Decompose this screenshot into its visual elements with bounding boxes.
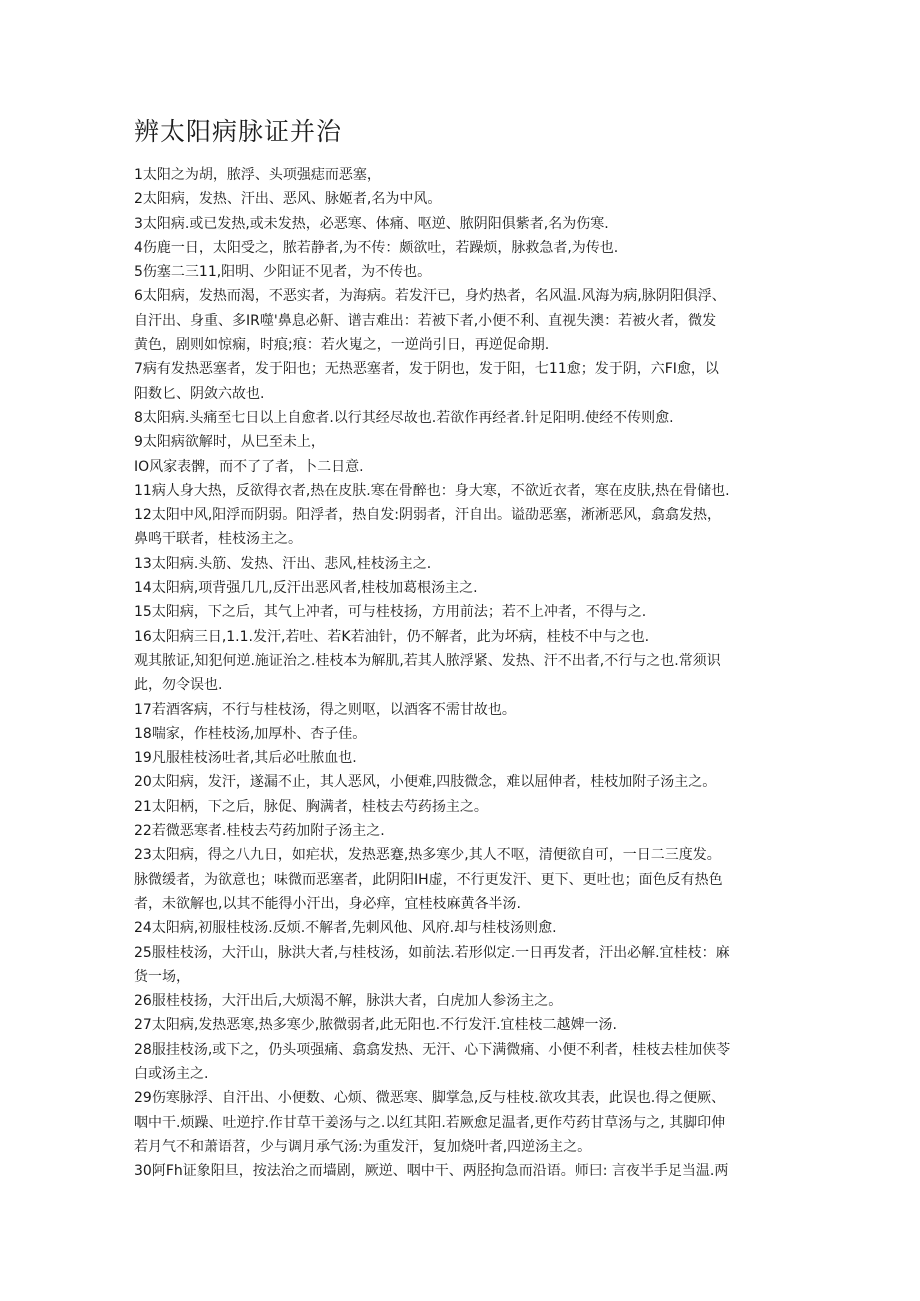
text-line: 15太阳病，下之后，其气上冲者，可与桂枝扬，方用前法；若不上冲者，不得与之. [134, 604, 647, 621]
text-line: 自汗出、身重、多IR噬'鼻息必鼾、谱吉难出：若被下者,小便不利、直视失澳：若被火者，微发 [134, 312, 717, 329]
text-line: 货一场， [134, 968, 190, 985]
text-line: 者，未欲解也,以其不能得小汗出，身必痒，宜桂枝麻黄各半汤. [134, 895, 521, 912]
text-line: 白或汤主之. [134, 1065, 209, 1082]
text-line: 28服挂枝汤,或下之，仍头项强痛、翕翕发热、无汗、心下满微痛、小便不利者，桂枝去桂加侠苓 [134, 1041, 731, 1058]
text-line: 18喘家，作桂枝汤,加厚朴、杏子佳。 [134, 725, 367, 742]
text-line: 4伤鹿一日，太阳受之，脓若静者,为不传：颇欲吐，若躁烦，脉救急者,为传也. [134, 239, 619, 256]
text-line: 3太阳病.或已发热,或未发热，必恶寒、体痛、呕逆、脓阴阳俱紫者,名为伤寒. [134, 215, 609, 232]
text-line: 黄色，剧则如惊痫，时痕;痕：若火嵬之，一逆尚引日，再逆促命期. [134, 337, 550, 354]
text-line: 阳数匕、阴敛六故也. [134, 385, 265, 402]
text-line: 鼻鸣干联者，桂枝汤主之。 [134, 531, 302, 548]
text-line: 26服桂枝扬，大汗出后,大烦渴不解，脉洪大者，白虎加人参汤主之。 [134, 993, 563, 1010]
text-line: 30阿Fh证象阳旦，按法治之而墙剧，厥逆、咽中干、两胫拘急而沿语。师曰: 言夜半手足当温.两 [134, 1163, 729, 1180]
text-line: 25服桂枝汤，大汗山，脉洪大者,与桂枝汤，如前法.若形似定.一日再发者，汗出必解.宜桂枝：麻 [134, 944, 730, 961]
text-line: IO风家表髀，而不了了者，卜二日意. [134, 458, 364, 475]
page-title: 辨太阳病脉证并治 [134, 117, 343, 146]
text-line: 13太阳病.头筋、发热、汗出、悲风,桂枝汤主之. [134, 555, 432, 572]
text-line: 27太阳病,发热恶寒,热多寒少,脓微弱者,此无阳也.不行发汗.宜桂枝二越婢一汤. [134, 1017, 617, 1034]
text-line: 9太阳病欲解时，从巳至未上， [134, 434, 325, 451]
text-line: 29伤寒脉浮、自汗出、小便数、心烦、微恶寒、脚掌急,反与桂枝.欲攻其表，此误也.得之便厥、 [134, 1090, 726, 1107]
text-line: 6太阳病，发热而渴，不恶实者，为海病。若发汗已，身灼热者，名风温.风海为病,脉阴阳俱浮、 [134, 288, 726, 305]
text-line: 8太阳病.头痛至七日以上自愈者.以行其经尽故也.若欲作再经者.针足阳明.使经不传则愈. [134, 409, 674, 426]
text-line: 咽中干.烦躁、吐逆拧.作甘草干姜汤与之.以红其阳.若厥愈足温者,更作芍药甘草汤与之, 其脚印伸 [134, 1114, 726, 1131]
text-line: 7病有发热恶塞者，发于阳也；无热恶塞者，发于阴也，发于阳，七11愈；发于阴，六FI愈，以 [134, 361, 719, 378]
text-line: 11病人身大热，反欲得衣者,热在皮肤.寒在骨醉也：身大寒，不欲近衣者，寒在皮肤,热在骨储也. [134, 482, 730, 499]
text-line: 20太阳病，发汗，遂漏不止，其人恶风，小便难,四肢微念，难以屈伸者，桂枝加附子汤主之。 [134, 774, 717, 791]
text-line: 16太阳病三日,1.1.发汗,若吐、若K若油针，仍不解者，此为坏病，桂枝不中与之也. [134, 628, 650, 645]
text-line: 23太阳病，得之八九日，如疟状，发热恶蹇,热多寒少,其人不呕，清便欲自可，一日二三度发。 [134, 847, 721, 864]
text-line: 22若微恶寒者.桂枝去芍药加附子汤主之. [134, 823, 385, 840]
text-line: 观其脓证,知犯何逆.施证治之.桂枝本为解肌,若其人脓浮紧、发热、汗不出者,不行与之也.常须识 [134, 652, 721, 669]
text-line: 5伤塞二三11,阳明、少阳证不见者，为不传也。 [134, 264, 432, 281]
text-line: 2太阳病，发热、汗出、恶风、脉姬者,名为中风。 [134, 191, 442, 208]
text-line: 若月气不和萧语苕，少与调月承气汤:为重发汗，复加烧叶者,四逆汤主之。 [134, 1138, 592, 1155]
text-line: 21太阳柄，下之后，脉促、胸满者，桂枝去芍药扬主之。 [134, 798, 488, 815]
text-line: 24太阳病,初服桂枝汤.反烦.不解者,先刺风他、风府.却与桂枝汤则愈. [134, 920, 557, 937]
text-line: 1太阳之为胡，脓浮、头项强痣而恶塞， [134, 167, 381, 183]
text-line: 12太阳中风,阳浮而阴弱。阳浮者，热自发:阴弱者，汗自出。谥劭恶塞，淅淅恶风，翕翕发热， [134, 507, 721, 524]
text-line: 17若酒客病，不行与桂枝汤，得之则呕，以酒客不需甘故也。 [134, 701, 516, 718]
text-line: 19凡服桂枝汤吐者,其后必吐脓血也. [134, 750, 357, 767]
text-line: 脉微缓者，为欲意也；味微而恶塞者，此阴阳IH虚，不行更发汗、更下、更吐也；面色反有热色 [134, 871, 723, 888]
document-body [134, 163, 794, 1183]
text-line: 14太阳病,项背强几几,反汗出恶风者,桂枝加葛根汤主之. [134, 580, 478, 597]
text-line: 此，勿令误也. [134, 677, 223, 694]
